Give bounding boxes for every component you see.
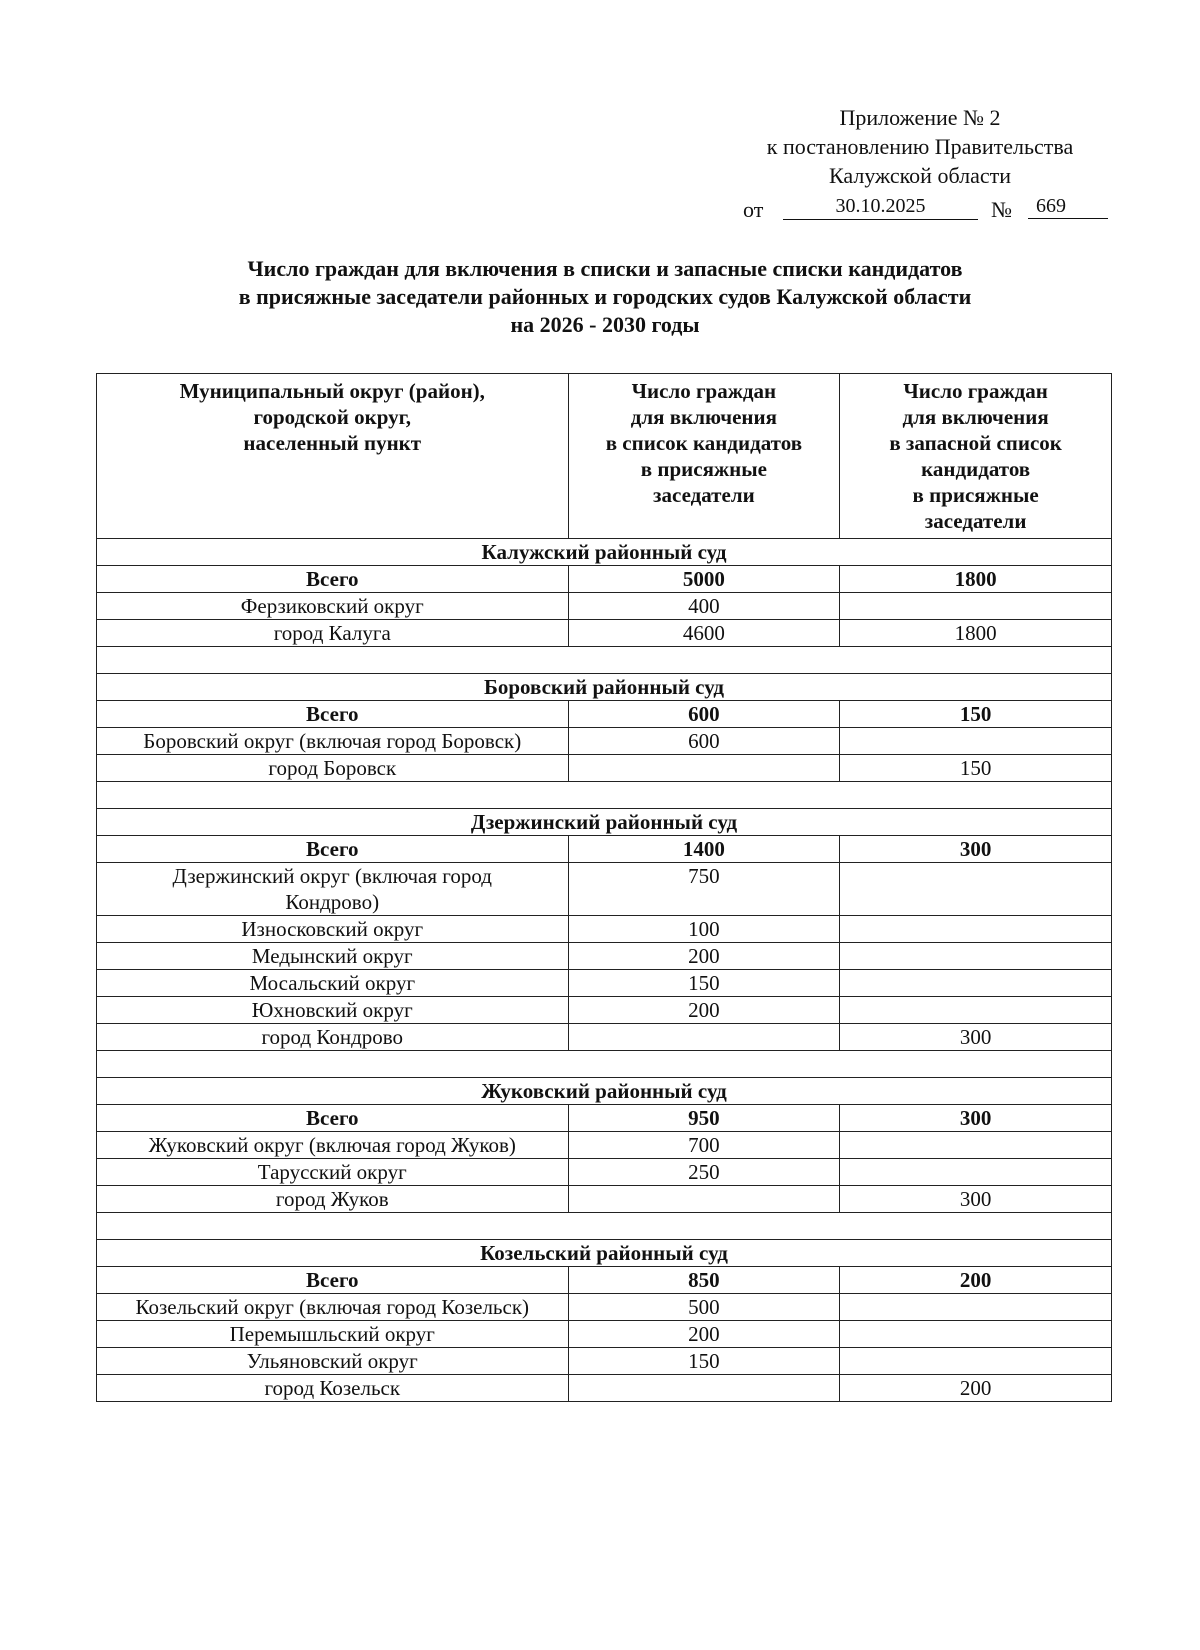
header-line: заседатели xyxy=(653,483,755,507)
appendix-block xyxy=(740,103,1100,190)
spacer-row xyxy=(97,1051,1112,1078)
spacer-cell xyxy=(97,647,1112,674)
main-cell: 750 xyxy=(568,863,840,916)
spacer-row xyxy=(97,782,1112,809)
main-cell: 600 xyxy=(568,728,840,755)
reserve-cell xyxy=(840,728,1112,755)
spacer-cell xyxy=(97,1213,1112,1240)
total-row xyxy=(97,701,1112,728)
appendix-line: Приложение № 2 xyxy=(839,105,1001,130)
court-name: Дзержинский районный суд xyxy=(97,809,1112,836)
court-heading-row xyxy=(97,1240,1112,1267)
place-cell: Козельский округ (включая город Козельск) xyxy=(97,1294,569,1321)
reserve-cell: 1800 xyxy=(840,620,1112,647)
court-heading-row xyxy=(97,1078,1112,1105)
total-main: 1400 xyxy=(568,836,840,863)
main-cell: 700 xyxy=(568,1132,840,1159)
total-row xyxy=(97,1267,1112,1294)
place-cell: Дзержинский округ (включая город Кондрово) xyxy=(97,863,569,916)
table-row xyxy=(97,620,1112,647)
reserve-cell xyxy=(840,863,1112,916)
total-label: Всего xyxy=(97,836,569,863)
court-name: Жуковский районный суд xyxy=(97,1078,1112,1105)
header-line: Число граждан xyxy=(903,379,1048,403)
resolution-number: 669 xyxy=(1028,195,1108,219)
total-reserve: 1800 xyxy=(840,566,1112,593)
table-row xyxy=(97,1024,1112,1051)
total-row xyxy=(97,1105,1112,1132)
resolution-date-line xyxy=(743,195,1123,225)
total-main: 950 xyxy=(568,1105,840,1132)
place-cell: Мосальский округ xyxy=(97,970,569,997)
table-row xyxy=(97,1132,1112,1159)
place-cell: Тарусский округ xyxy=(97,1159,569,1186)
table-row xyxy=(97,755,1112,782)
main-cell xyxy=(568,1375,840,1402)
table-row xyxy=(97,916,1112,943)
header-line: в запасной список xyxy=(889,431,1062,455)
table-row xyxy=(97,943,1112,970)
header-line: Муниципальный округ (район), xyxy=(179,379,485,403)
main-cell: 500 xyxy=(568,1294,840,1321)
place-cell: город Боровск xyxy=(97,755,569,782)
total-main: 5000 xyxy=(568,566,840,593)
reserve-cell xyxy=(840,1132,1112,1159)
header-line: в список кандидатов xyxy=(605,431,803,455)
spacer-row xyxy=(97,1213,1112,1240)
place-cell: Износковский округ xyxy=(97,916,569,943)
total-label: Всего xyxy=(97,1105,569,1132)
main-cell xyxy=(568,1024,840,1051)
table-header-row xyxy=(97,374,1112,539)
place-cell: Жуковский округ (включая город Жуков) xyxy=(97,1132,569,1159)
reserve-cell xyxy=(840,916,1112,943)
title-line: в присяжные заседатели районных и городских судов Калужской области xyxy=(238,284,972,309)
total-label: Всего xyxy=(97,1267,569,1294)
reserve-cell: 150 xyxy=(840,755,1112,782)
total-reserve: 200 xyxy=(840,1267,1112,1294)
spacer-cell xyxy=(97,782,1112,809)
place-cell: Ферзиковский округ xyxy=(97,593,569,620)
column-header-main-list xyxy=(568,374,840,539)
place-cell: город Козельск xyxy=(97,1375,569,1402)
table-row xyxy=(97,970,1112,997)
main-cell: 200 xyxy=(568,1321,840,1348)
header-line: для включения xyxy=(630,405,777,429)
total-label: Всего xyxy=(97,701,569,728)
total-reserve: 150 xyxy=(840,701,1112,728)
place-cell: город Кондрово xyxy=(97,1024,569,1051)
main-cell: 150 xyxy=(568,1348,840,1375)
table-row xyxy=(97,728,1112,755)
court-heading-row xyxy=(97,809,1112,836)
reserve-cell xyxy=(840,1321,1112,1348)
appendix-line: Калужской области xyxy=(829,163,1011,188)
table-row xyxy=(97,863,1112,916)
table-row xyxy=(97,1294,1112,1321)
header-line: заседатели xyxy=(924,509,1027,533)
total-reserve: 300 xyxy=(840,1105,1112,1132)
main-cell: 400 xyxy=(568,593,840,620)
title-line: на 2026 - 2030 годы xyxy=(510,312,700,337)
reserve-cell xyxy=(840,1159,1112,1186)
document-title xyxy=(120,255,1090,339)
place-cell: Перемышльский округ xyxy=(97,1321,569,1348)
total-reserve: 300 xyxy=(840,836,1112,863)
reserve-cell: 300 xyxy=(840,1024,1112,1051)
court-name: Калужский районный суд xyxy=(97,539,1112,566)
reserve-cell xyxy=(840,593,1112,620)
total-label: Всего xyxy=(97,566,569,593)
place-cell: Ульяновский округ xyxy=(97,1348,569,1375)
table-row xyxy=(97,593,1112,620)
reserve-cell xyxy=(840,1294,1112,1321)
total-row xyxy=(97,566,1112,593)
main-cell: 200 xyxy=(568,997,840,1024)
total-main: 850 xyxy=(568,1267,840,1294)
resolution-date: 30.10.2025 xyxy=(783,195,978,220)
header-line: кандидатов xyxy=(921,457,1031,481)
place-cell: город Калуга xyxy=(97,620,569,647)
table-row xyxy=(97,1321,1112,1348)
appendix-line: к постановлению Правительства xyxy=(766,134,1074,159)
main-cell: 100 xyxy=(568,916,840,943)
main-cell: 200 xyxy=(568,943,840,970)
jurors-table xyxy=(96,373,1112,1402)
spacer-cell xyxy=(97,1051,1112,1078)
place-cell: Юхновский округ xyxy=(97,997,569,1024)
reserve-cell xyxy=(840,943,1112,970)
column-header-reserve-list xyxy=(840,374,1112,539)
table-row xyxy=(97,1375,1112,1402)
court-heading-row xyxy=(97,539,1112,566)
header-line: в присяжные xyxy=(640,457,767,481)
header-line: населенный пункт xyxy=(243,431,422,455)
table-row xyxy=(97,997,1112,1024)
table-row xyxy=(97,1348,1112,1375)
main-cell: 150 xyxy=(568,970,840,997)
court-heading-row xyxy=(97,674,1112,701)
court-name: Козельский районный суд xyxy=(97,1240,1112,1267)
header-line: в присяжные xyxy=(912,483,1039,507)
title-line: Число граждан для включения в списки и запасные списки кандидатов xyxy=(247,256,963,281)
main-cell: 4600 xyxy=(568,620,840,647)
place-cell: Боровский округ (включая город Боровск) xyxy=(97,728,569,755)
reserve-cell xyxy=(840,997,1112,1024)
main-cell xyxy=(568,1186,840,1213)
main-cell xyxy=(568,755,840,782)
total-main: 600 xyxy=(568,701,840,728)
table-row xyxy=(97,1186,1112,1213)
table-row xyxy=(97,1159,1112,1186)
number-label: № xyxy=(991,197,1012,222)
spacer-row xyxy=(97,647,1112,674)
column-header-place xyxy=(97,374,569,539)
place-cell: город Жуков xyxy=(97,1186,569,1213)
header-line: городской округ, xyxy=(253,405,412,429)
header-line: Число граждан xyxy=(631,379,777,403)
court-name: Боровский районный суд xyxy=(97,674,1112,701)
reserve-cell xyxy=(840,1348,1112,1375)
from-label: от xyxy=(743,197,764,222)
total-row xyxy=(97,836,1112,863)
reserve-cell: 300 xyxy=(840,1186,1112,1213)
header-line: для включения xyxy=(902,405,1049,429)
reserve-cell xyxy=(840,970,1112,997)
reserve-cell: 200 xyxy=(840,1375,1112,1402)
place-cell: Медынский округ xyxy=(97,943,569,970)
main-cell: 250 xyxy=(568,1159,840,1186)
